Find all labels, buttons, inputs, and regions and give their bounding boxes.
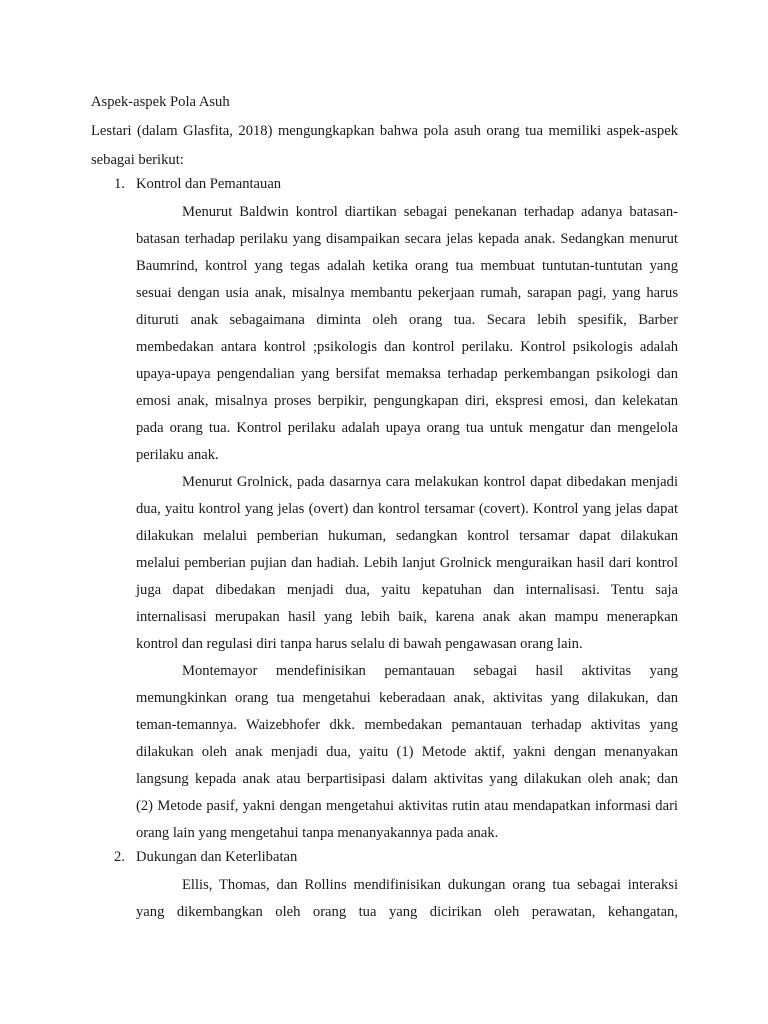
paragraph-line: sesuai dengan usia anak, misalnya membantu pekerjaan rumah, sarapan pagi, yang harus	[136, 285, 678, 301]
paragraph-line: emosi anak, misalnya proses berpikir, pengungkapan diri, ekspresi emosi, dan kelekatan	[136, 393, 678, 409]
paragraph-line: Baumrind, kontrol yang tegas adalah ketika orang tua membuat tuntutan-tuntutan yang	[136, 258, 678, 274]
paragraph-line: internalisasi merupakan hasil yang lebih baik, karena anak akan mampu menerapkan	[136, 609, 678, 625]
paragraph-line: melalui pemberian pujian dan hadiah. Lebih lanjut Grolnick menguraikan hasil dari kontrol	[136, 555, 678, 571]
paragraph-line: yang dikembangkan oleh orang tua yang dicirikan oleh perawatan, kehangatan,	[136, 904, 678, 920]
paragraph-line: teman-temannya. Waizebhofer dkk. membedakan pemantauan terhadap aktivitas yang	[136, 717, 678, 733]
paragraph-line: dituruti anak sebagaimana diminta oleh orang tua. Secara lebih spesifik, Barber	[136, 312, 678, 328]
paragraph-line: langsung kepada anak atau berpartisipasi dalam aktivitas yang dilakukan oleh anak; dan	[136, 771, 678, 787]
section-number: 1.	[114, 176, 125, 192]
paragraph-line: upaya-upaya pengendalian yang bersifat memaksa terhadap perkembangan psikologi dan	[136, 366, 678, 382]
paragraph-line: juga dapat dibedakan menjadi dua, yaitu kepatuhan dan internalisasi. Tentu saja	[136, 582, 678, 598]
paragraph-line: Ellis, Thomas, dan Rollins mendifinisikan dukungan orang tua sebagai interaksi	[182, 877, 678, 893]
paragraph-line: dilakukan melalui pemberian hukuman, sedangkan kontrol tersamar dapat dilakukan	[136, 528, 678, 544]
intro-line-2: sebagai berikut:	[91, 152, 184, 168]
paragraph-line: (2) Metode pasif, yakni dengan mengetahui aktivitas rutin atau mendapatkan informasi dari	[136, 798, 678, 814]
paragraph-line: perilaku anak.	[136, 447, 219, 463]
paragraph-line: pada orang tua. Kontrol perilaku adalah upaya orang tua untuk mengatur dan mengelola	[136, 420, 678, 436]
paragraph-line: batasan terhadap perilaku yang disampaikan secara jelas kepada anak. Sedangkan menurut	[136, 231, 678, 247]
section-heading: Kontrol dan Pemantauan	[136, 176, 282, 192]
paragraph-line: kontrol dan regulasi diri tanpa harus selalu di bawah pengawasan orang lain.	[136, 636, 583, 652]
document-title: Aspek-aspek Pola Asuh	[91, 94, 230, 110]
paragraph-line: Menurut Baldwin kontrol diartikan sebagai penekanan terhadap adanya batasan-	[182, 204, 678, 220]
paragraph-line: dilakukan oleh anak menjadi dua, yaitu (1) Metode aktif, yakni dengan menanyakan	[136, 744, 678, 760]
section-number: 2.	[114, 849, 125, 865]
paragraph-line: Montemayor mendefinisikan pemantauan sebagai hasil aktivitas yang	[182, 663, 678, 679]
paragraph-line: orang lain yang mengetahui tanpa menanyakannya pada anak.	[136, 825, 499, 841]
paragraph-line: memungkinkan orang tua mengetahui keberadaan anak, aktivitas yang dilakukan, dan	[136, 690, 678, 706]
paragraph-line: Menurut Grolnick, pada dasarnya cara melakukan kontrol dapat dibedakan menjadi	[182, 474, 678, 490]
intro-line-1: Lestari (dalam Glasfita, 2018) mengungkapkan bahwa pola asuh orang tua memiliki aspek-aspek	[91, 123, 678, 139]
section-heading: Dukungan dan Keterlibatan	[136, 849, 298, 865]
paragraph-line: membedakan antara kontrol ;psikologis dan kontrol perilaku. Kontrol psikologis adalah	[136, 339, 678, 355]
paragraph-line: dua, yaitu kontrol yang jelas (overt) dan kontrol tersamar (covert). Kontrol yang jelas dapat	[136, 501, 678, 517]
